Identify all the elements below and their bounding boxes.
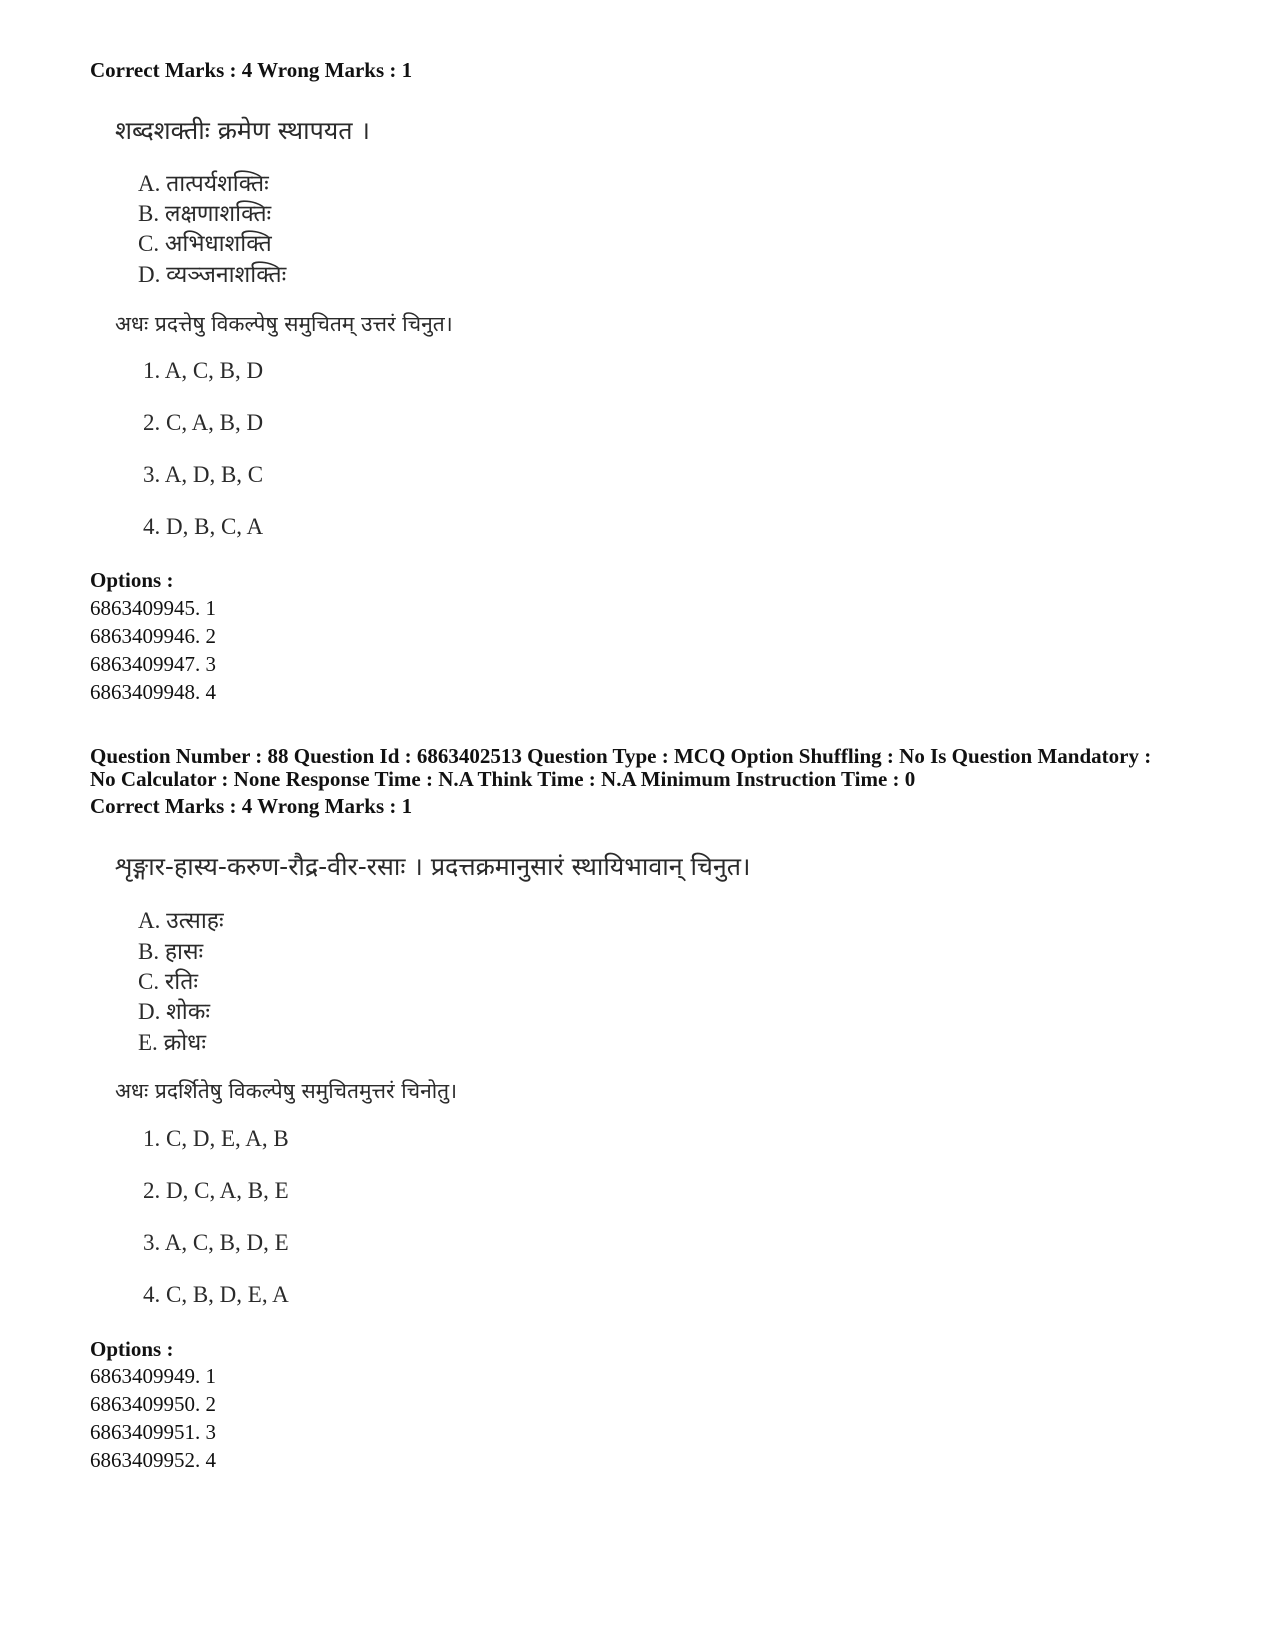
- list-item: [138, 994, 210, 1026]
- question-meta-line-2: No Calculator : None Response Time : N.A Think Time : N.A Minimum Instruction Time : 0: [90, 767, 916, 791]
- answer-choice: 1. A, C, B, D: [143, 358, 264, 383]
- list-item: [138, 166, 269, 198]
- option-id: 6863409952. 4: [90, 1448, 216, 1472]
- list-item: [138, 1025, 206, 1057]
- item-letter: B.: [138, 939, 160, 964]
- item-text: शोकः: [166, 999, 211, 1025]
- item-letter: D.: [138, 999, 161, 1024]
- answer-choice: 3. A, C, B, D, E: [143, 1230, 289, 1255]
- answer-choice: 4. D, B, C, A: [143, 514, 264, 539]
- instruction-text: अधः प्रदर्शितेषु विकल्पेषु समुचितमुत्तरं चिनोतु।: [115, 1079, 458, 1103]
- marks-line: Correct Marks : 4 Wrong Marks : 1: [90, 58, 413, 82]
- instruction-text: अधः प्रदत्तेषु विकल्पेषु समुचितम् उत्तरं चिनुत।: [115, 312, 453, 336]
- options-label: Options :: [90, 1337, 174, 1361]
- item-letter: D.: [138, 262, 161, 287]
- list-item: [138, 196, 271, 228]
- option-id: 6863409945. 1: [90, 596, 216, 620]
- option-id: 6863409949. 1: [90, 1364, 216, 1388]
- list-item: [138, 934, 203, 966]
- list-item: [138, 903, 224, 935]
- item-text: तात्पर्यशक्तिः: [166, 171, 269, 197]
- answer-choice: 2. D, C, A, B, E: [143, 1178, 289, 1203]
- item-letter: C.: [138, 969, 160, 994]
- marks-line: Correct Marks : 4 Wrong Marks : 1: [90, 794, 413, 818]
- item-letter: A.: [138, 171, 161, 196]
- question-meta-line-1: Question Number : 88 Question Id : 6863402513 Question Type : MCQ Option Shuffling : No Is Question Mandatory :: [90, 744, 1152, 768]
- question-text: शृङ्गार-हास्य-करुण-रौद्र-वीर-रसाः । प्रदत्तक्रमानुसारं स्थायिभावान् चिनुत।: [115, 852, 751, 881]
- answer-choice: 1. C, D, E, A, B: [143, 1126, 289, 1151]
- item-letter: E.: [138, 1030, 158, 1055]
- item-text: क्रोधः: [163, 1030, 206, 1056]
- answer-choice: 3. A, D, B, C: [143, 462, 264, 487]
- options-label: Options :: [90, 568, 174, 592]
- item-text: हासः: [164, 939, 204, 965]
- item-letter: C.: [138, 231, 160, 256]
- item-letter: A.: [138, 908, 161, 933]
- list-item: [138, 964, 198, 996]
- item-text: उत्साहः: [166, 908, 224, 934]
- item-text: अभिधाशक्ति: [164, 231, 272, 257]
- question-text: शब्दशक्तीः क्रमेण स्थापयत ।: [115, 116, 370, 145]
- answer-choice: 4. C, B, D, E, A: [143, 1282, 289, 1307]
- item-text: रतिः: [164, 969, 198, 995]
- option-id: 6863409950. 2: [90, 1392, 216, 1416]
- item-text: लक्षणाशक्तिः: [164, 201, 272, 227]
- answer-choice: 2. C, A, B, D: [143, 410, 264, 435]
- option-id: 6863409951. 3: [90, 1420, 216, 1444]
- list-item: [138, 226, 272, 258]
- option-id: 6863409947. 3: [90, 652, 216, 676]
- item-letter: B.: [138, 201, 160, 226]
- list-item: [138, 257, 286, 289]
- option-id: 6863409946. 2: [90, 624, 216, 648]
- item-text: व्यञ्जनाशक्तिः: [166, 262, 287, 288]
- option-id: 6863409948. 4: [90, 680, 216, 704]
